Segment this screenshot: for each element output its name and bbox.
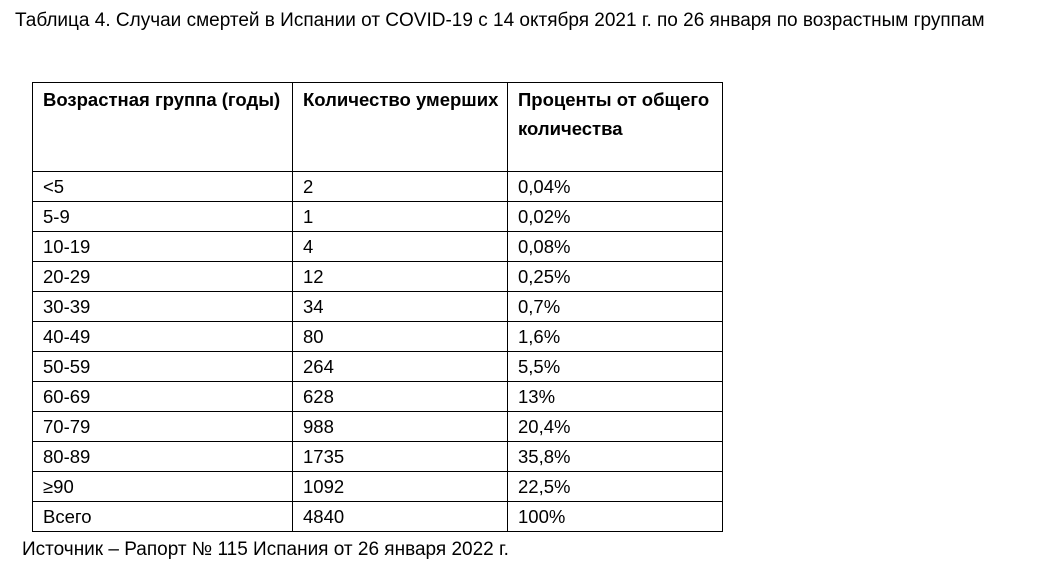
- table-row: [33, 322, 723, 352]
- cell-age-group: 10-19: [33, 232, 293, 262]
- cell-deaths-count: 4: [293, 232, 508, 262]
- cell-deaths-count: 34: [293, 292, 508, 322]
- table-row: [33, 172, 723, 202]
- table-row: [33, 352, 723, 382]
- table-caption: Таблица 4. Случаи смертей в Испании от COVID-19 с 14 октября 2021 г. по 26 января по возрастным группам: [15, 10, 985, 31]
- table-row: [33, 232, 723, 262]
- table-row: [33, 292, 723, 322]
- cell-deaths-count: 1: [293, 202, 508, 232]
- cell-percent: 0,04%: [508, 172, 723, 202]
- header-age-group: Возрастная группа (годы): [33, 83, 293, 172]
- cell-deaths-count: 2: [293, 172, 508, 202]
- cell-percent: 13%: [508, 382, 723, 412]
- cell-total-label: Всего: [33, 502, 293, 532]
- table-header-row: [33, 83, 723, 172]
- cell-age-group: 5-9: [33, 202, 293, 232]
- cell-age-group: 50-59: [33, 352, 293, 382]
- cell-percent: 1,6%: [508, 322, 723, 352]
- header-deaths-count: Количество умерших: [293, 83, 508, 172]
- cell-deaths-count: 628: [293, 382, 508, 412]
- cell-deaths-count: 1735: [293, 442, 508, 472]
- cell-total-percent: 100%: [508, 502, 723, 532]
- cell-age-group: 40-49: [33, 322, 293, 352]
- cell-percent: 20,4%: [508, 412, 723, 442]
- table-row: [33, 262, 723, 292]
- cell-percent: 0,7%: [508, 292, 723, 322]
- cell-age-group: <5: [33, 172, 293, 202]
- cell-age-group: 60-69: [33, 382, 293, 412]
- cell-age-group: 80-89: [33, 442, 293, 472]
- cell-deaths-count: 1092: [293, 472, 508, 502]
- cell-percent: 22,5%: [508, 472, 723, 502]
- cell-percent: 0,08%: [508, 232, 723, 262]
- header-percent-of-total: Проценты от общего количества: [508, 83, 723, 172]
- table-row: [33, 412, 723, 442]
- cell-age-group: ≥90: [33, 472, 293, 502]
- cell-age-group: 20-29: [33, 262, 293, 292]
- table-row: [33, 442, 723, 472]
- cell-age-group: 30-39: [33, 292, 293, 322]
- table-row: [33, 472, 723, 502]
- cell-deaths-count: 988: [293, 412, 508, 442]
- cell-percent: 35,8%: [508, 442, 723, 472]
- cell-percent: 0,25%: [508, 262, 723, 292]
- cell-total-deaths: 4840: [293, 502, 508, 532]
- cell-deaths-count: 264: [293, 352, 508, 382]
- table-total-row: [33, 502, 723, 532]
- source-note: Источник – Рапорт № 115 Испания от 26 января 2022 г.: [22, 539, 509, 560]
- cell-percent: 0,02%: [508, 202, 723, 232]
- deaths-by-age-table: [32, 82, 723, 532]
- table-row: [33, 202, 723, 232]
- cell-deaths-count: 80: [293, 322, 508, 352]
- table-row: [33, 382, 723, 412]
- cell-percent: 5,5%: [508, 352, 723, 382]
- cell-age-group: 70-79: [33, 412, 293, 442]
- cell-deaths-count: 12: [293, 262, 508, 292]
